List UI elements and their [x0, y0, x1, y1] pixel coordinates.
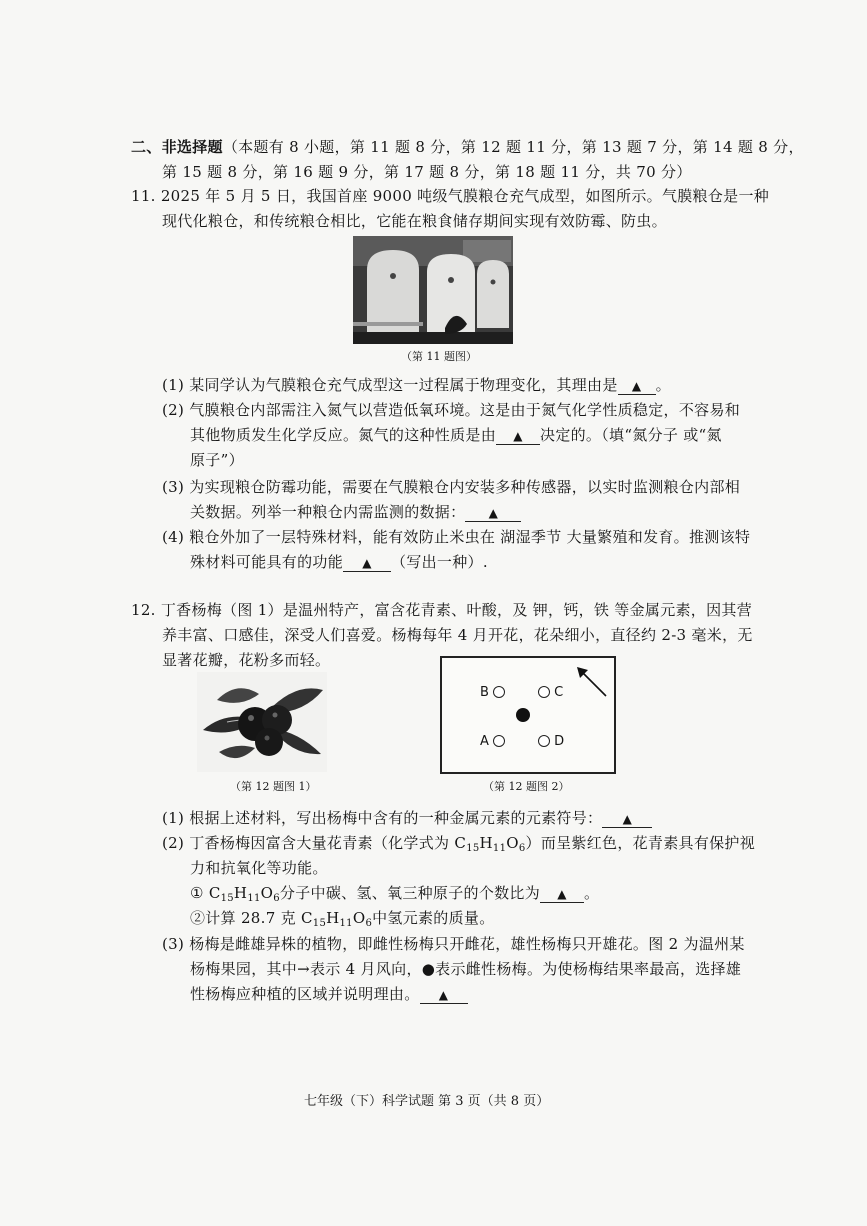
q12-figure2-caption: （第 12 题图 2）: [483, 780, 570, 793]
q11-intro: [131, 186, 769, 206]
formula-o: O: [506, 834, 519, 852]
q11-part2-line2a: 其他物质发生化学反应。氮气的这种性质是由: [190, 426, 497, 444]
region-d: [538, 734, 564, 750]
region-a: [480, 734, 505, 750]
q12-part3-line3: [190, 984, 468, 1004]
q12-intro-line2: 养丰富、口感佳，深受人们喜爱。杨梅每年 4 月开花，花朵细小，直径约 2-3 毫米，无: [162, 626, 753, 644]
region-c-label: C: [554, 685, 564, 700]
q11-number: 11.: [131, 187, 156, 205]
q11-part2-answer-blank[interactable]: ▲: [496, 428, 540, 445]
q12-part2-number: (2): [162, 834, 185, 852]
formula-ii-h: H: [326, 909, 340, 927]
q12-number: 12.: [131, 601, 156, 619]
q12-part3-number: (3): [162, 935, 185, 953]
q11-intro-line2: 现代化粮仓，和传统粮仓相比，它能在粮食储存期间实现有效防霉、防虫。: [162, 212, 667, 230]
q12-part3: [162, 934, 745, 954]
region-a-circle: [493, 735, 505, 747]
q11-granary-photo: [353, 236, 513, 344]
q11-part1-text: 某同学认为气膜粮仓充气成型这一过程属于物理变化，其理由是: [189, 376, 618, 394]
region-c: [538, 685, 563, 701]
q12-part2-ii: [190, 908, 495, 934]
q11-part3: [162, 477, 740, 497]
q11-part3-answer-blank[interactable]: ▲: [465, 505, 521, 522]
region-b-label: B: [480, 685, 489, 700]
q12-part2-line1a: 丁香杨梅因富含大量花青素（化学式为 C: [189, 834, 467, 852]
q11-part2-line2: [190, 425, 722, 445]
q11-part1-end: 。: [655, 376, 671, 394]
q11-figure-caption: （第 11 题图）: [401, 350, 477, 363]
q11-intro-line1: 2025 年 5 月 5 日，我国首座 9000 吨级气膜粮仓充气成型，如图所示。气膜粮仓是一种: [160, 187, 770, 205]
q12-part2-ii-prefix: ②计算 28.7 克 C: [190, 909, 313, 927]
q12-part2-line2: 力和抗氧化等功能。: [190, 859, 328, 877]
q11-part3-line2-text: 关数据。列举一种粮仓内需监测的数据：: [190, 503, 466, 521]
formula-h: H: [479, 834, 493, 852]
q11-part4: [162, 527, 750, 547]
q12-part3-line2: 杨梅果园，其中→表示 4 月风向，●表示雌性杨梅。为使杨梅结果率最高，选择雄: [190, 960, 742, 978]
q12-part2-i-prefix: ① C: [190, 884, 221, 902]
q11-part4-number: (4): [162, 528, 185, 546]
q11-part3-line2: [190, 502, 521, 522]
q12-intro-line1: 丁香杨梅（图 1）是温州特产，富含花青素、叶酸，及 钾，钙，铁 等金属元素，因其营: [160, 601, 752, 619]
formula-sub-6: 6: [518, 843, 526, 854]
q12-part2-line1b: ）而呈紫红色，花青素具有保护视: [525, 834, 756, 852]
q11-part2-line1: 气膜粮仓内部需注入氮气以营造低氧环境。这是由于氮气化学性质稳定，不容易和: [189, 401, 741, 419]
formula-ii-sub-6: 6: [365, 918, 373, 929]
formula-sub-11: 11: [492, 843, 507, 854]
q12-part2: [162, 833, 755, 859]
q12-part3-line3-text: 性杨梅应种植的区域并说明理由。: [190, 985, 420, 1003]
q12-orchard-diagram: [440, 656, 616, 774]
region-d-circle: [538, 735, 550, 747]
q12-bayberry-photo: [197, 672, 327, 772]
region-b-circle: [493, 686, 505, 698]
region-a-label: A: [480, 734, 489, 749]
q11-part3-line1: 为实现粮仓防霉功能，需要在气膜粮仓内安装多种传感器，以实时监测粮仓内部相: [189, 478, 741, 496]
region-b: [480, 685, 505, 701]
region-d-label: D: [554, 734, 565, 749]
q12-figure1-caption: （第 12 题图 1）: [230, 780, 317, 793]
formula-sub-15: 15: [466, 843, 480, 854]
q11-part1: [162, 375, 671, 395]
q11-part1-number: (1): [162, 376, 185, 394]
wind-direction-arrow-icon: [574, 664, 610, 700]
q11-part4-answer-blank[interactable]: ▲: [343, 555, 391, 572]
formula-i-sub-11: 11: [247, 893, 261, 904]
q11-part4-line1: 粮仓外加了一层特殊材料，能有效防止米虫在 湖湿季节 大量繁殖和发育。推测该特: [189, 528, 751, 546]
q12-part1-number: (1): [162, 809, 185, 827]
q12-part2-i-text: 分子中碳、氢、氧三种原子的个数比为: [279, 884, 541, 902]
q12-part3-line1: 杨梅是雌雄异株的植物，即雌性杨梅只开雌花，雄性杨梅只开雄花。图 2 为温州某: [189, 935, 745, 953]
formula-ii-o: O: [352, 909, 366, 927]
formula-ii-sub-11: 11: [339, 918, 353, 929]
formula-i-o: O: [260, 884, 274, 902]
q12-part1: [162, 808, 652, 828]
q12-intro: [131, 600, 752, 620]
q11-part1-answer-blank[interactable]: ▲: [618, 378, 656, 395]
q11-part2-line3: 原子”）: [190, 451, 244, 469]
q12-intro-line3: 显著花瓣，花粉多而轻。: [162, 651, 331, 669]
formula-i-sub-15: 15: [220, 893, 234, 904]
q11-part4-line2: [190, 552, 488, 572]
q11-part4-line2a: 殊材料可能具有的功能: [190, 553, 344, 571]
q11-part3-number: (3): [162, 478, 185, 496]
q12-part1-text: 根据上述材料，写出杨梅中含有的一种金属元素的元素符号：: [189, 809, 603, 827]
region-c-circle: [538, 686, 550, 698]
female-bayberry-dot: [516, 708, 530, 722]
q11-part2-line2b: 决定的。（填“氮分子 或“氮: [540, 426, 722, 444]
formula-ii-sub-15: 15: [312, 918, 327, 929]
section-description-cont: 第 15 题 8 分，第 16 题 9 分，第 17 题 8 分，第 18 题 11 分，共 70 分）: [162, 163, 692, 181]
section-header: [131, 137, 804, 157]
q12-part3-answer-blank[interactable]: ▲: [420, 987, 468, 1004]
q12-part2-i: [190, 883, 599, 909]
q12-part2-i-end: 。: [584, 884, 600, 902]
q12-part2-i-answer-blank[interactable]: ▲: [540, 886, 584, 903]
q11-part2-number: (2): [162, 401, 185, 419]
q11-part4-line2b: （写出一种）.: [391, 553, 488, 571]
q12-part2-ii-text: 中氢元素的质量。: [372, 909, 495, 927]
formula-i-h: H: [233, 884, 248, 902]
q11-part2: [162, 400, 740, 420]
section-heading: 二、非选择题: [131, 138, 223, 156]
formula-i-sub-6: 6: [273, 893, 280, 904]
section-description: （本题有 8 小题，第 11 题 8 分，第 12 题 11 分，第 13 题 7 分，第 14 题 8 分，: [222, 138, 804, 156]
page-footer: 七年级（下）科学试题 第 3 页（共 8 页）: [304, 1094, 550, 1109]
q12-part1-answer-blank[interactable]: ▲: [602, 811, 652, 828]
